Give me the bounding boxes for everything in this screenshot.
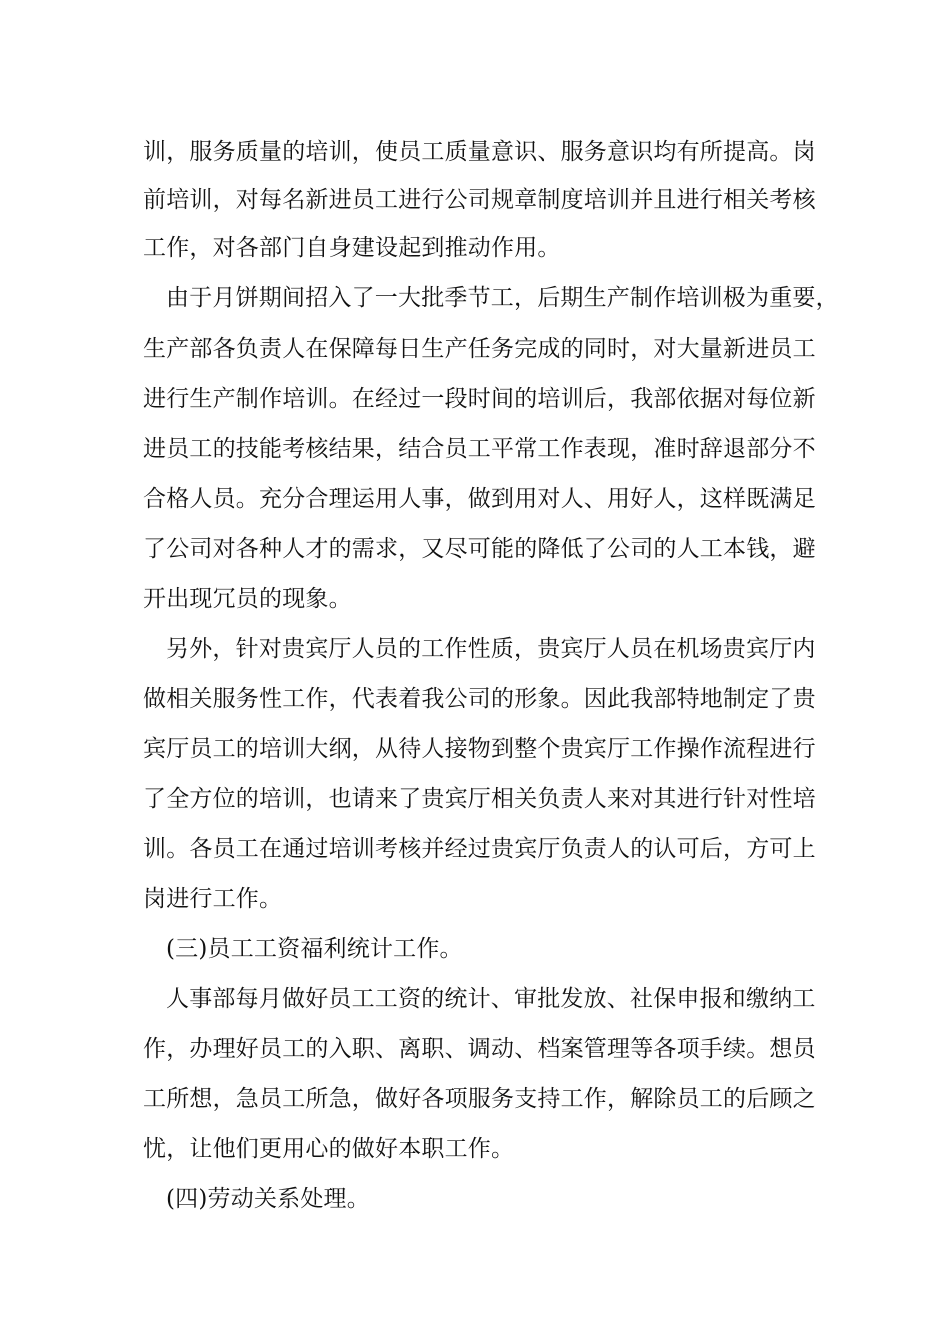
text-line: 另外，针对贵宾厅人员的工作性质，贵宾厅人员在机场贵宾厅内 xyxy=(166,636,816,662)
text-line: 了全方位的培训，也请来了贵宾厅相关负责人来对其进行针对性培 xyxy=(143,786,816,812)
text-line: 训。各员工在通过培训考核并经过贵宾厅负责人的认可后，方可上 xyxy=(143,836,816,862)
text-line: 作，办理好员工的入职、离职、调动、档案管理等各项手续。想员 xyxy=(143,1036,816,1062)
text-line: 做相关服务性工作，代表着我公司的形象。因此我部特地制定了贵 xyxy=(143,686,816,712)
text-line: 前培训，对每名新进员工进行公司规章制度培训并且进行相关考核 xyxy=(143,187,816,213)
text-line: 了公司对各种人才的需求，又尽可能的降低了公司的人工本钱，避 xyxy=(143,536,816,562)
text-line: 开出现冗员的现象。 xyxy=(143,586,352,612)
text-line: 训，服务质量的培训，使员工质量意识、服务意识均有所提高。岗 xyxy=(143,139,816,165)
text-line: 进员工的技能考核结果，结合员工平常工作表现，准时辞退部分不 xyxy=(143,436,816,462)
text-line: 忧，让他们更用心的做好本职工作。 xyxy=(143,1136,515,1162)
text-line: 生产部各负责人在保障每日生产任务完成的同时，对大量新进员工 xyxy=(143,336,816,362)
text-line: 岗进行工作。 xyxy=(143,886,283,912)
section-heading: (四)劳动关系处理。 xyxy=(166,1186,370,1212)
section-heading: (三)员工工资福利统计工作。 xyxy=(166,936,463,962)
text-line: 工所想，急员工所急，做好各项服务支持工作，解除员工的后顾之 xyxy=(143,1086,816,1112)
text-line: 人事部每月做好员工工资的统计、审批发放、社保申报和缴纳工 xyxy=(166,986,816,1012)
text-line: 合格人员。充分合理运用人事，做到用对人、用好人，这样既满足 xyxy=(143,486,816,512)
text-line: 工作，对各部门自身建设起到推动作用。 xyxy=(143,235,561,261)
text-line: 宾厅员工的培训大纲，从待人接物到整个贵宾厅工作操作流程进行 xyxy=(143,736,816,762)
text-line: 由于月饼期间招入了一大批季节工，后期生产制作培训极为重要， xyxy=(166,285,839,311)
text-line: 进行生产制作培训。在经过一段时间的培训后，我部依据对每位新 xyxy=(143,386,816,412)
